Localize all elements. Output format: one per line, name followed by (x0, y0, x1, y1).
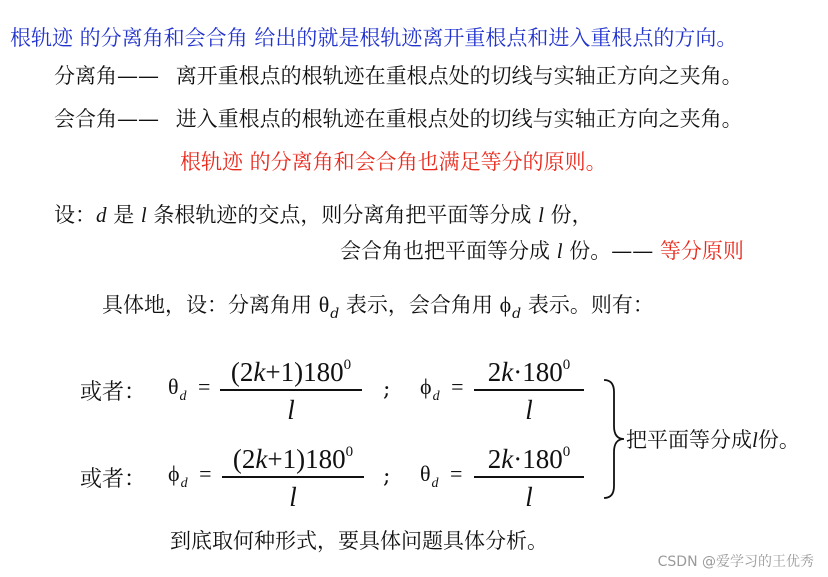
degree-superscript: 0 (562, 444, 571, 460)
def-term: 分离角—— (54, 64, 159, 88)
degree-superscript: 0 (562, 357, 571, 373)
var-l: l (752, 428, 758, 452)
lhs-symbol: $\phi_d$ = (168, 461, 212, 491)
text: 是 (113, 203, 135, 227)
text: 条根轨迹的交点，则分离角把平面等分成 (153, 203, 532, 227)
theta-symbol: θ (420, 461, 431, 486)
subscript-d: d (512, 306, 522, 322)
numerator (222, 437, 364, 474)
denominator: l (287, 394, 295, 425)
denominator: l (525, 394, 533, 425)
subscript-d: d (179, 389, 187, 404)
definition-merge-angle (54, 106, 743, 132)
phi-symbol: ϕ (168, 461, 180, 486)
rhs-symbol: $\phi_d$ = (420, 374, 464, 404)
text: 份。—— (569, 239, 654, 263)
theta-symbol: θ (318, 292, 330, 317)
brace-annotation (626, 427, 800, 453)
set-line-2 (340, 238, 744, 264)
numerator (220, 350, 362, 387)
phi-symbol: ϕ (499, 292, 512, 317)
fraction-bar (474, 476, 584, 478)
def-body: 离开重根点的根轨迹在重根点处的切线与实轴正方向之夹角。 (175, 64, 743, 88)
text: 份。 (757, 428, 800, 452)
numerator (474, 437, 584, 474)
def-body: 进入重根点的根轨迹在重根点处的切线与实轴正方向之夹角。 (175, 107, 743, 131)
fraction-right (474, 437, 584, 512)
phi-symbol: ϕ (420, 374, 432, 399)
fraction-right (474, 350, 584, 425)
text: 会合角也把平面等分成 (340, 239, 550, 263)
conclusion: 到底取何种形式，要具体问题具体分析。 (170, 529, 548, 553)
denominator: l (289, 481, 297, 512)
fraction-bar (220, 389, 362, 391)
fraction-bar (474, 389, 584, 391)
numerator-text: 2k·180 (487, 444, 563, 474)
subscript-d: d (432, 389, 440, 404)
concrete-line (102, 292, 654, 327)
curly-brace-icon (600, 378, 628, 500)
watermark: CSDN @爱学习的王优秀 (657, 554, 814, 570)
fraction-bar (222, 476, 364, 478)
text: 具体地，设：分离角用 (102, 293, 312, 317)
row-label: 或者： (80, 380, 147, 405)
subscript-d: d (330, 306, 340, 322)
title-line: 根轨迹 的分离角和会合角 给出的就是根轨迹离开重根点和进入重根点的方向。 (10, 26, 738, 50)
var-d: d (96, 203, 107, 227)
numerator-text: (2k+1)180 (230, 357, 344, 387)
set-line (54, 202, 593, 228)
var-l: l (538, 203, 544, 227)
text: 表示，会合角用 (345, 293, 493, 317)
rhs-symbol: $\theta_d$ = (420, 461, 463, 491)
var-l: l (556, 239, 563, 263)
subscript-d: d (431, 476, 439, 491)
equal-division-principle: 等分原则 (659, 239, 744, 263)
fraction-left (220, 350, 362, 425)
numerator-text: 2k·180 (487, 357, 563, 387)
separator: ; (383, 464, 391, 489)
text: 份， (550, 203, 593, 227)
red-note: 根轨迹 的分离角和会合角也满足等分的原则。 (180, 150, 607, 174)
denominator: l (525, 481, 533, 512)
degree-superscript: 0 (345, 444, 354, 460)
lhs-symbol: $\theta_d$ = (168, 374, 211, 404)
numerator-text: (2k+1)180 (232, 444, 346, 474)
text: 把平面等分成 (626, 428, 752, 452)
degree-superscript: 0 (343, 357, 352, 373)
subscript-d: d (180, 476, 188, 491)
row-label: 或者： (80, 467, 147, 492)
theta-symbol: θ (168, 374, 179, 399)
text: 设： (54, 203, 96, 227)
text: 表示。则有： (527, 293, 654, 317)
separator: ; (383, 377, 391, 402)
definition-separation-angle (54, 63, 743, 89)
numerator (474, 350, 584, 387)
def-term: 会合角—— (54, 107, 159, 131)
fraction-left (222, 437, 364, 512)
var-l: l (140, 203, 147, 227)
